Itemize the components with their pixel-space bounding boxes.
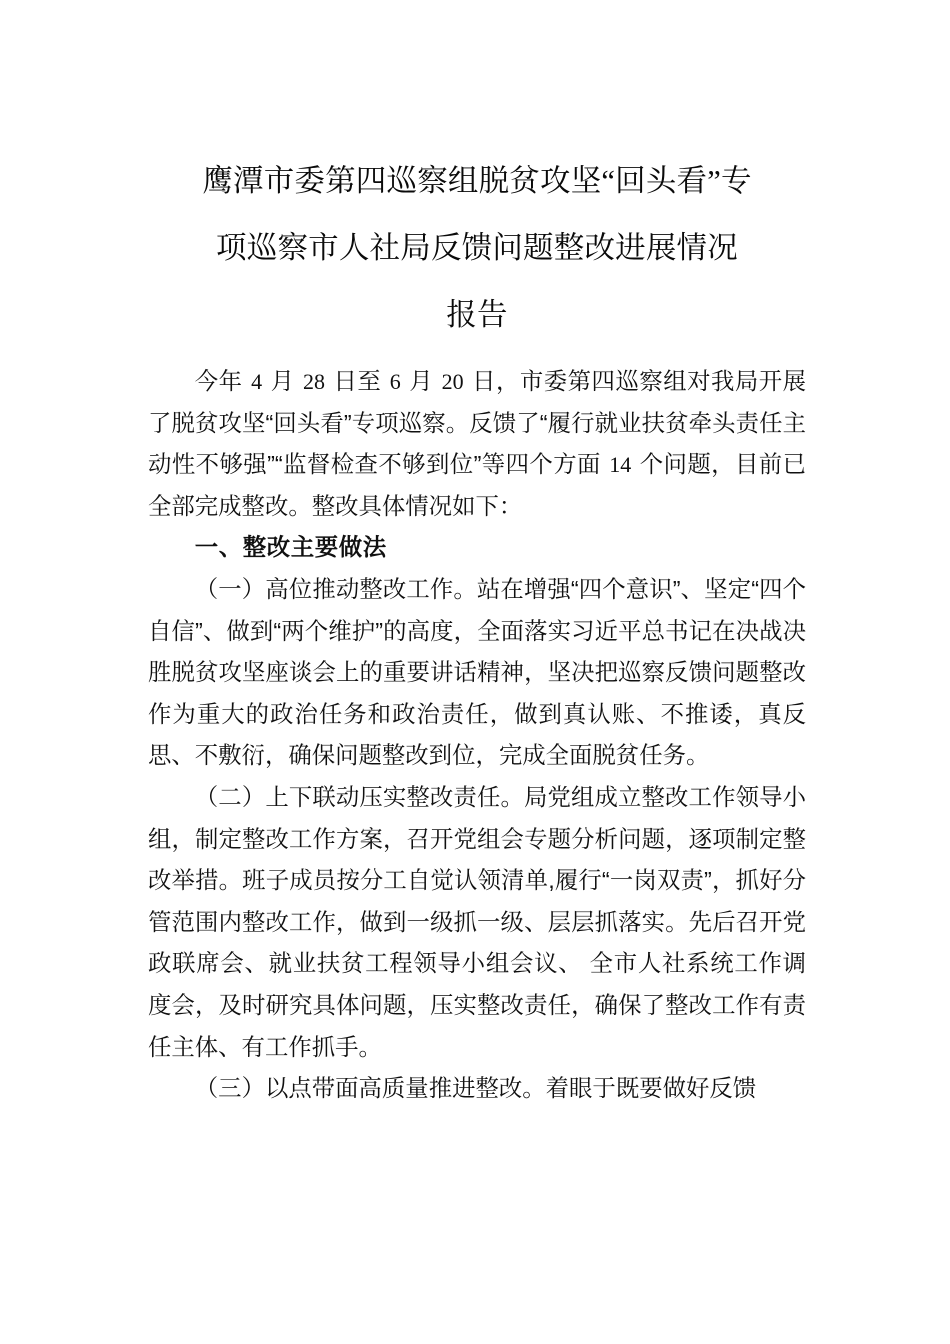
title-line-3: 报告 — [446, 298, 508, 332]
document-content-column — [148, 0, 806, 1110]
paragraph-item-1: （一）高位推动整改工作。站在增强“四个意识”、坚定“四个自信”、做到“两个维护”的高度，全面落实习近平总书记在决战决胜脱贫攻坚座谈会上的重要讲话精神，坚决把巡察反馈问题整改作为重大的政治任务和政治责任，做到真认账、不推诿，真反思、不敷衍，确保问题整改到位，完成全面脱贫任务。 — [148, 575, 806, 769]
paragraph-intro: 今年 4 月 28 日至 6 月 20 日，市委第四巡察组对我局开展了脱贫攻坚“回头看”专项巡察。反馈了“履行就业扶贫牵头责任主动性不够强”“监督检查不够到位”等四个方面 14 个问题，目前已全部完成整改。整改具体情况如下： — [148, 368, 807, 519]
paragraph-item-2: （二）上下联动压实整改责任。局党组成立整改工作领导小组，制定整改工作方案，召开党组会专题分析问题，逐项制定整改举措。班子成员按分工自觉认领清单,履行“一岗双责”，抓好分管范围内整改工作，做到一级抓一级、层层抓落实。先后召开党政联席会、就业扶贫工程领导小组会议、 全市人社系统工作调度会，及时研究具体问题，压实整改责任，确保了整改工作有责任主体、有工作抓手。 — [148, 783, 806, 1060]
page-title — [148, 0, 806, 349]
title-line-1: 鹰潭市委第四巡察组脱贫攻坚“回头看”专 — [202, 164, 752, 198]
document-body — [148, 349, 806, 1110]
title-line-2: 项巡察市人社局反馈问题整改进展情况 — [216, 231, 738, 265]
section-heading-1: 一、整改主要做法 — [194, 534, 387, 561]
paragraph-item-3: （三）以点带面高质量推进整改。着眼于既要做好反馈 — [194, 1075, 757, 1102]
